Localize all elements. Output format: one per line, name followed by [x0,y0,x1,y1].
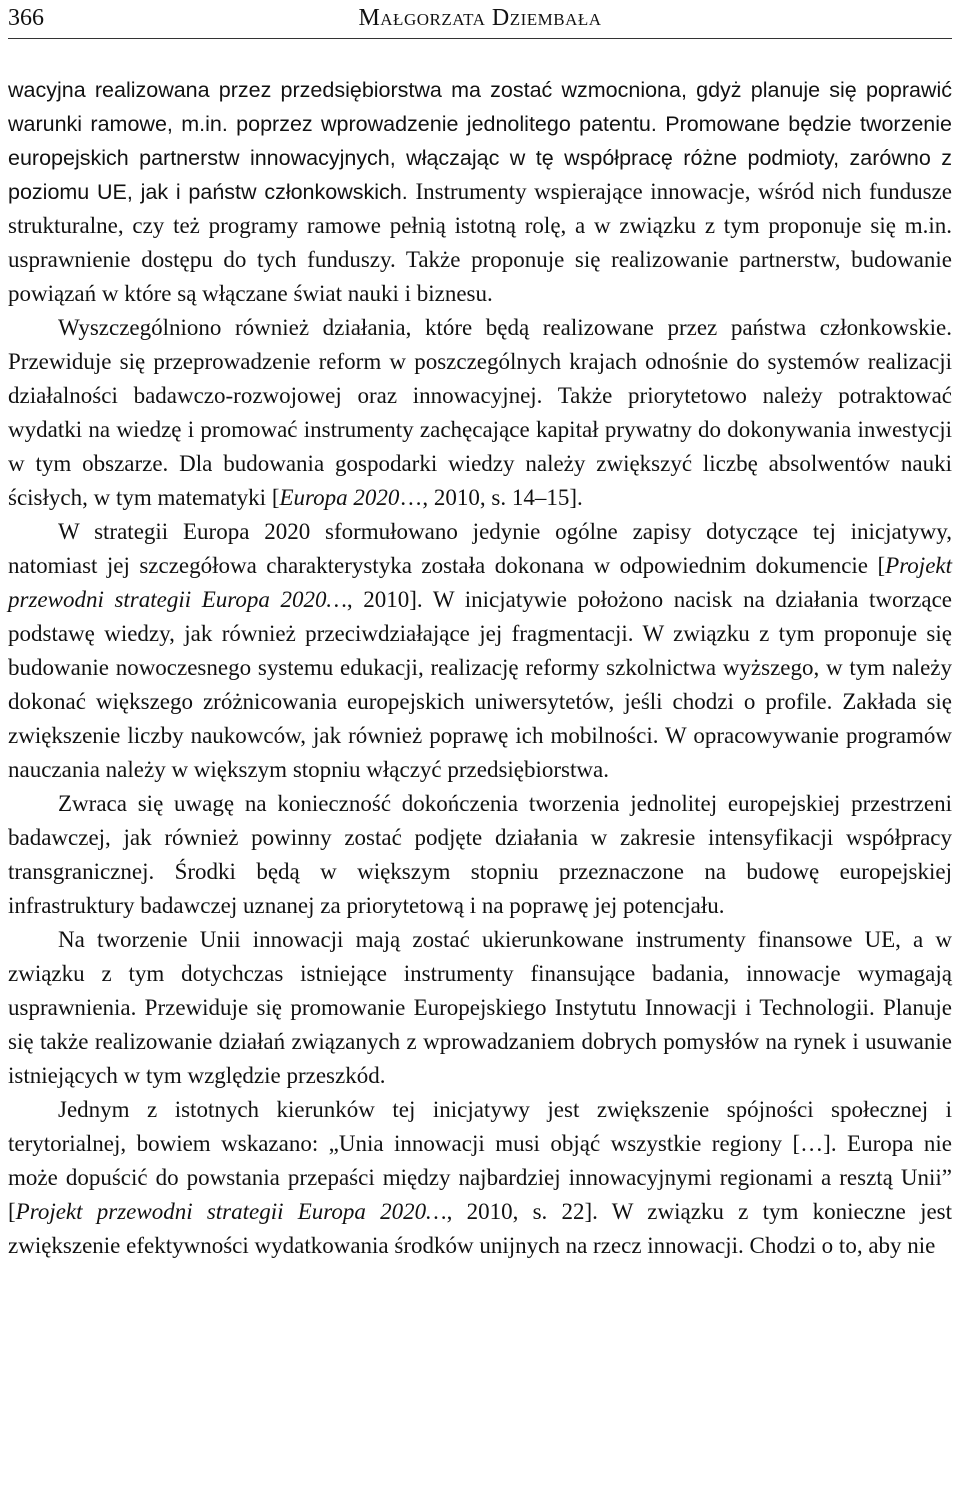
paragraph [8,311,952,515]
citation-title: Europa 2020 [279,485,400,510]
citation-title: Projekt przewodni strategii Europa 2020… [8,553,952,612]
paragraph-text: Zwraca się uwagę na konieczność dokończenia tworzenia jednolitej europejskiej przestrzeni badawczej, jak również powinny zostać podjęte działania w zakresie intensyfikacji współpracy transgranicznej. Środki będą w większym stopniu przeznaczone na budowę europejskiej infrastruktury badawczej uznanej za priorytetową i na poprawę jej potencjału. [8,791,952,918]
paragraph-text: W strategii Europa 2020 sformułowano jedynie ogólne zapisy dotyczące tej inicjatywy, natomiast jej szczegółowa charakterystyka została dokonana w odpowiednim dokumencie [ [8,519,952,578]
paragraph-text: …, 2010, s. 14–15]. [399,485,583,510]
citation-title: Projekt przewodni strategii Europa 2020… [15,1199,447,1224]
paragraph [8,1093,952,1263]
running-head-author: Małgorzata Dziembała [358,5,602,31]
body-text [8,73,952,1263]
paragraph-text: Jednym z istotnych kierunków tej inicjatywy jest zwiększenie spójności społecznej i terytorialnej, bowiem wskazano: „Unia innowacji musi objąć wszystkie regiony […]. Europa nie może dopuścić do powstania przepaści między najbardziej innowacyjnymi regionami a resztą Unii” [ [8,1097,952,1224]
paragraph [8,787,952,923]
paragraph-text: wacyjna realizowana przez przedsiębiorstwa ma zostać wzmocniona, gdyż planuje się poprawić warunki ramowe, m.in. poprzez wprowadzenie jednolitego patentu. Promowane będzie tworzenie europejskich partnerstw innowacyjnych, włączając w tę współpracę różne podmioty, zarówno z poziomu UE, jak i państw członkowskich. [8,78,952,204]
paragraph-text: Instrumenty wspierające innowacje, wśród nich fundusze strukturalne, czy też programy ramowe pełnią istotną rolę, a w związku z tym proponuje się m.in. usprawnienie dostępu do tych funduszy. Także proponuje się realizowanie partnerstw, budowanie powiązań w które są włączane świat nauki i biznesu. [8,179,952,306]
page-number: 366 [8,5,44,31]
paragraph [8,923,952,1093]
paragraph [8,515,952,787]
paragraph-text: Na tworzenie Unii innowacji mają zostać ukierunkowane instrumenty finansowe UE, a w związku z tym dotychczas istniejące instrumenty finansujące badania, innowacje wymagają usprawnienia. Przewiduje się promowanie Europejskiego Instytutu Innowacji i Technologii. Planuje się także realizowanie działań związanych z wprowadzaniem dobrych pomysłów na rynek i usuwanie istniejących w tym względzie przeszkód. [8,927,952,1088]
paragraph [8,73,952,311]
header-divider [8,38,952,39]
page-header [8,0,952,38]
paragraph-text: , 2010]. W inicjatywie położono nacisk na działania tworzące podstawę wiedzy, jak również przeciwdziałające jej fragmentacji. W związku z tym proponuje się budowanie nowoczesnego systemu edukacji, realizację reformy szkolnictwa wyższego, w tym należy dokonać większego zróżnicowania europejskich uniwersytetów, jeśli chodzi o profile. Zakłada się zwiększenie liczby naukowców, jak również poprawę ich mobilności. W opracowywanie programów nauczania należy w większym stopniu włączyć przedsiębiorstwa. [8,587,953,782]
paragraph-text: , 2010, s. 22]. W związku z tym konieczne jest zwiększenie efektywności wydatkowania środków unijnych na rzecz innowacji. Chodzi o to, aby nie [8,1199,953,1258]
paragraph-text: Wyszczególniono również działania, które będą realizowane przez państwa członkowskie. Przewiduje się przeprowadzenie reform w poszczególnych krajach odnośnie do systemów realizacji działalności badawczo-rozwojowej oraz innowacyjnej. Także priorytetowo należy potraktować wydatki na wiedzę i promować instrumenty zachęcające kapitał prywatny do dokonywania inwestycji w tym obszarze. Dla budowania gospodarki wiedzy należy zwiększyć liczbę absolwentów nauki ścisłych, w tym matematyki [ [8,315,952,510]
